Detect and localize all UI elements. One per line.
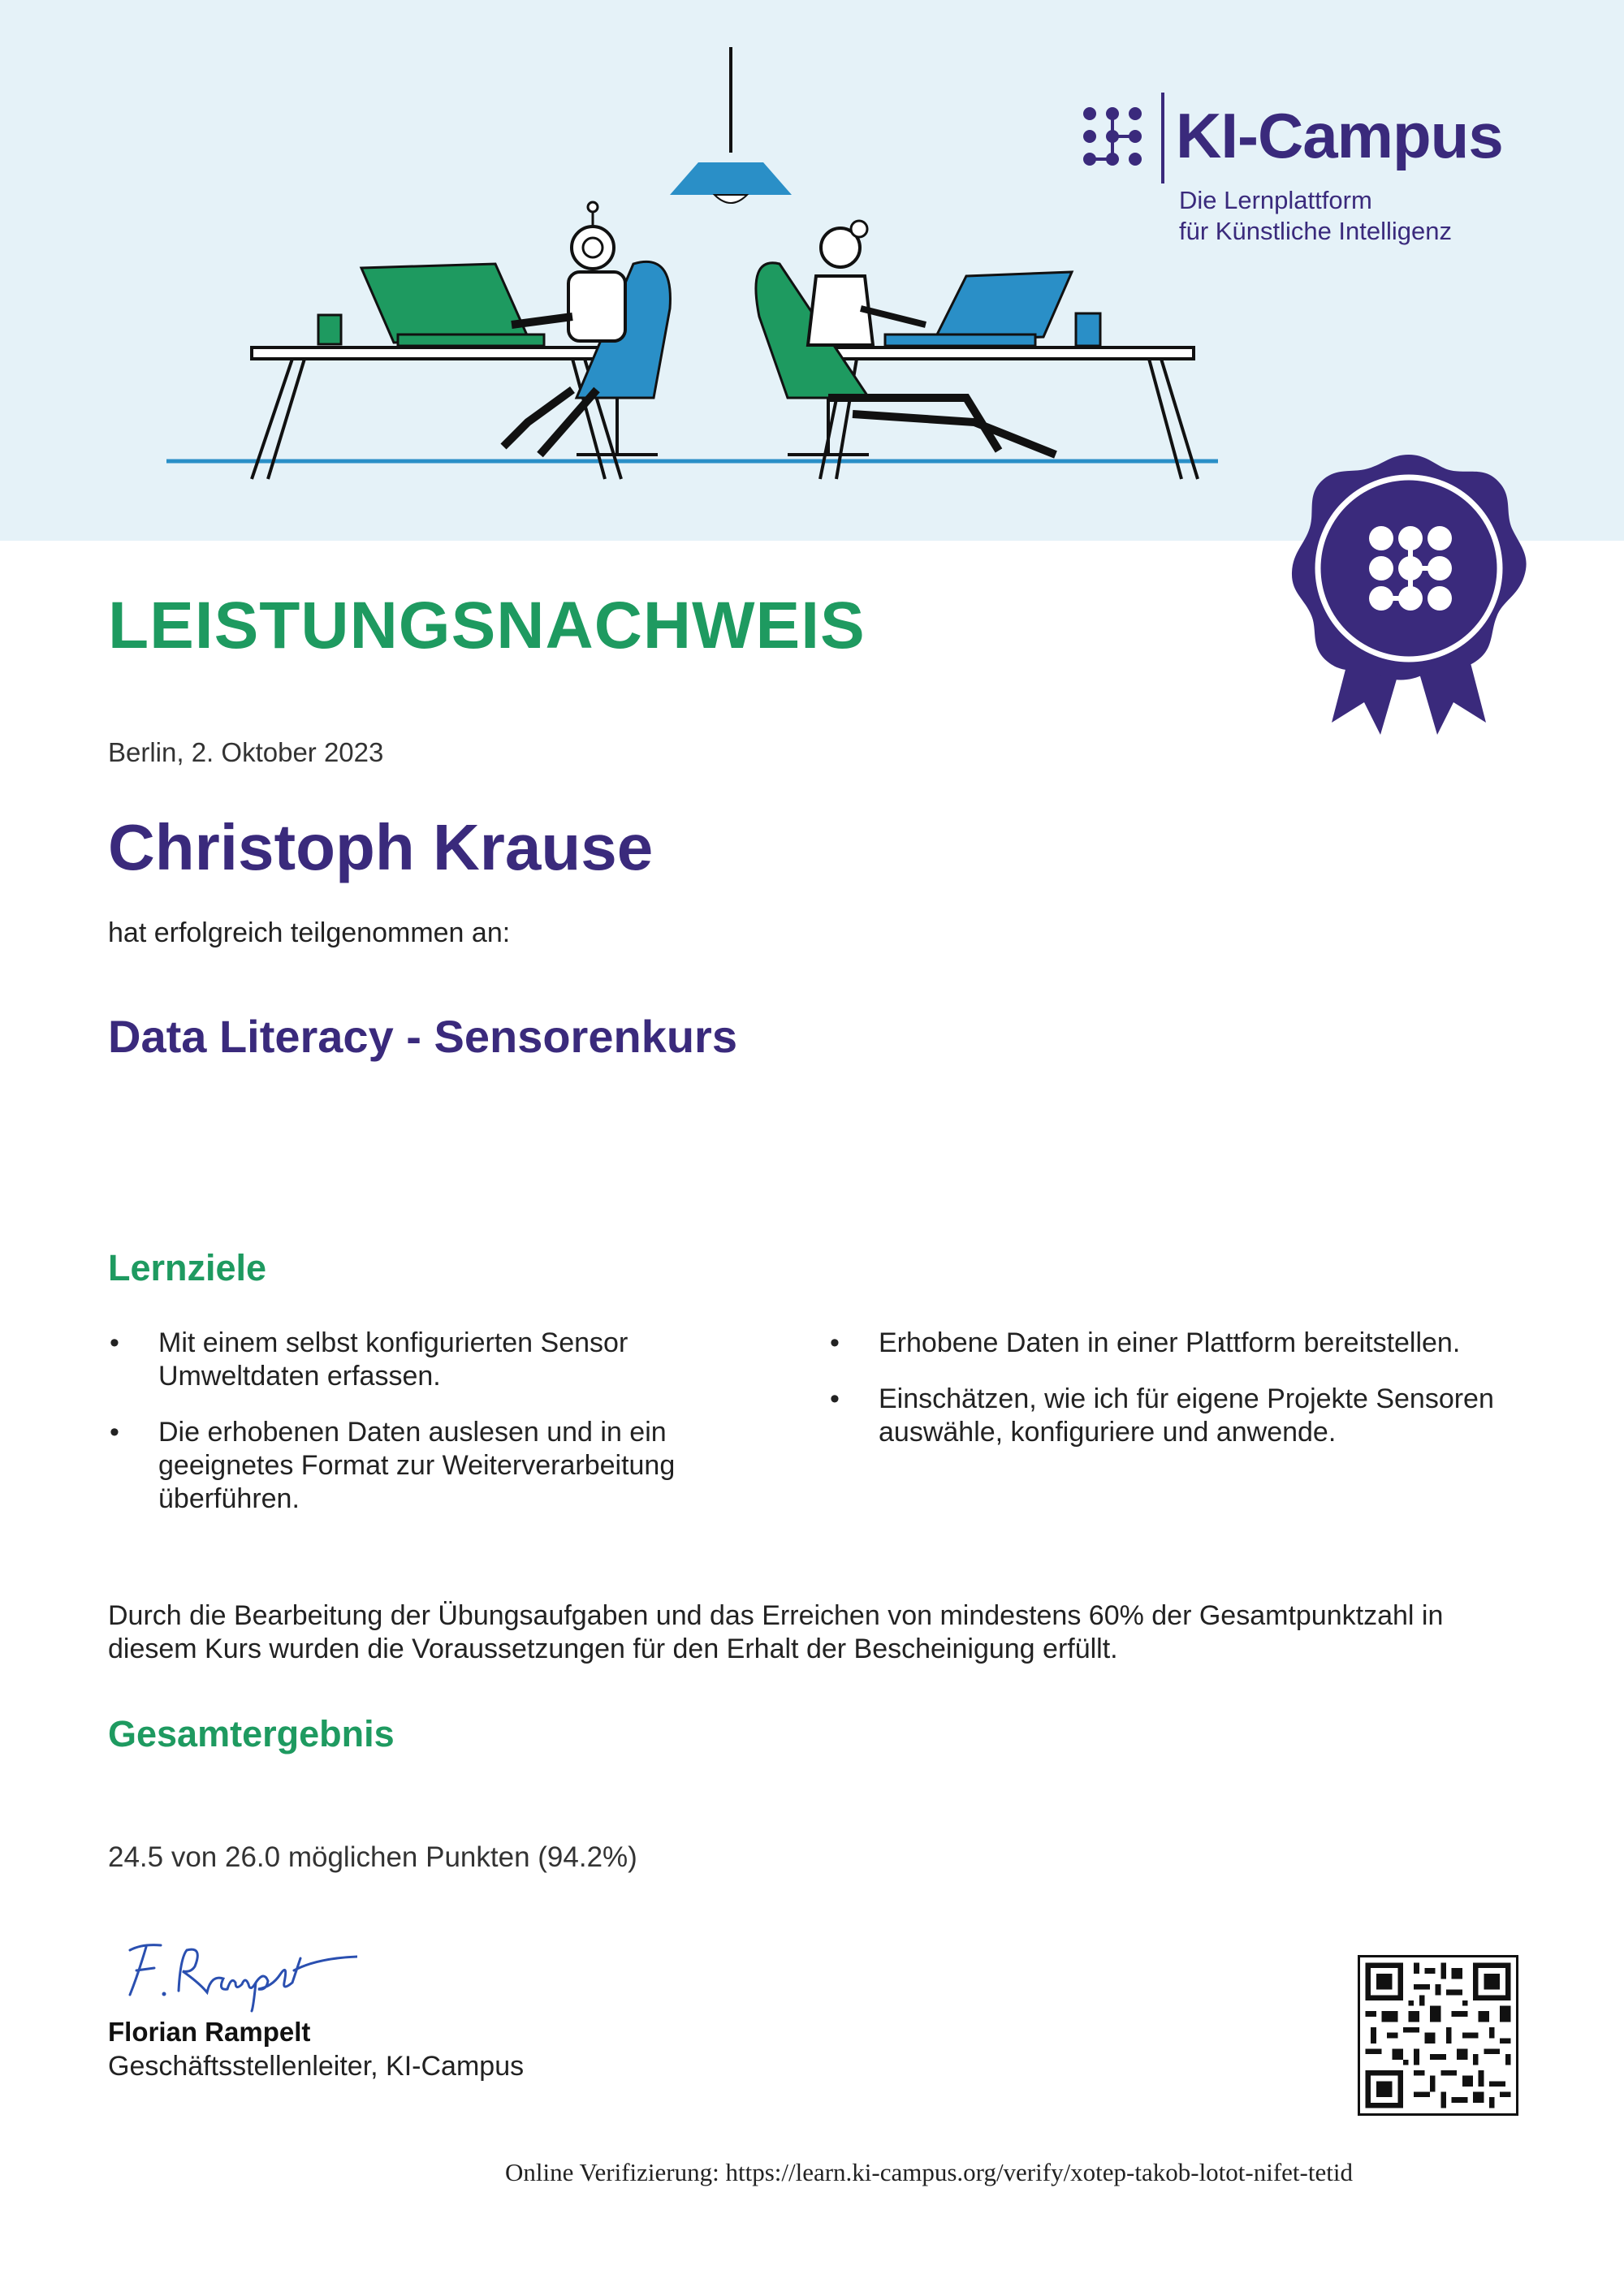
list-item: [108, 1327, 758, 1393]
signatory-name: Florian Rampelt: [108, 2017, 311, 2047]
logo-divider: [1161, 93, 1164, 183]
verification-link[interactable]: Online Verifizierung: https://learn.ki-campus.org/verify/xotep-takob-lotot-nifet-tetid: [505, 2158, 1353, 2186]
award-seal-icon: [1287, 451, 1531, 735]
recipient-name: Christoph Krause: [108, 811, 654, 883]
learning-goals-left: [108, 1327, 758, 1539]
learning-goals-heading: Lernziele: [108, 1247, 267, 1288]
list-item: [108, 1416, 758, 1516]
goal-text: Einschätzen, wie ich für eigene Projekte Sensoren auswähle, konfiguriere und anwende.: [879, 1383, 1494, 1448]
bullet: •: [110, 1327, 119, 1358]
goal-text: Mit einem selbst konfigurierten Sensor Umweltdaten erfassen.: [158, 1327, 628, 1392]
learning-goals-right: [828, 1327, 1543, 1472]
bullet: •: [110, 1417, 119, 1448]
ki-campus-dots-icon: [1080, 104, 1145, 169]
certificate-title: LEISTUNGSNACHWEIS: [108, 589, 866, 662]
ki-campus-logo[interactable]: [1080, 88, 1535, 250]
list-item: [828, 1327, 1543, 1360]
score-text: 24.5 von 26.0 möglichen Punkten (94.2%): [108, 1841, 637, 1873]
participation-text: hat erfolgreich teilgenommen an:: [108, 917, 511, 948]
logo-tagline-line2: für Künstliche Intelligenz: [1179, 217, 1453, 245]
signatory-role: Geschäftsstellenleiter, KI-Campus: [108, 2051, 525, 2082]
result-heading: Gesamtergebnis: [108, 1713, 395, 1754]
logo-title: KI-Campus: [1176, 100, 1503, 171]
course-title: Data Literacy - Sensorenkurs: [108, 1011, 737, 1062]
goal-text: Die erhobenen Daten auslesen und in ein geeignetes Format zur Weiterverarbeitung überführen.: [158, 1417, 676, 1514]
qr-code[interactable]: [1358, 1955, 1518, 2116]
handwritten-signature: [114, 1926, 357, 2015]
bullet: •: [830, 1327, 840, 1358]
requirements-text: Durch die Bearbeitung der Übungsaufgaben und das Erreichen von mindestens 60% der Gesamtpunktzahl in diesem Kurs wurden die Voraussetzungen für den Erhalt der Bescheinigung erfüllt.: [108, 1600, 1444, 1664]
list-item: [828, 1383, 1543, 1449]
place-date: Berlin, 2. Oktober 2023: [108, 737, 384, 767]
robot-and-person-illustration: [154, 41, 1242, 495]
goal-text: Erhobene Daten in einer Plattform bereitstellen.: [879, 1327, 1461, 1358]
logo-tagline-line1: Die Lernplattform: [1179, 186, 1372, 214]
bullet: •: [830, 1383, 840, 1414]
logo-tagline: [1179, 185, 1452, 247]
